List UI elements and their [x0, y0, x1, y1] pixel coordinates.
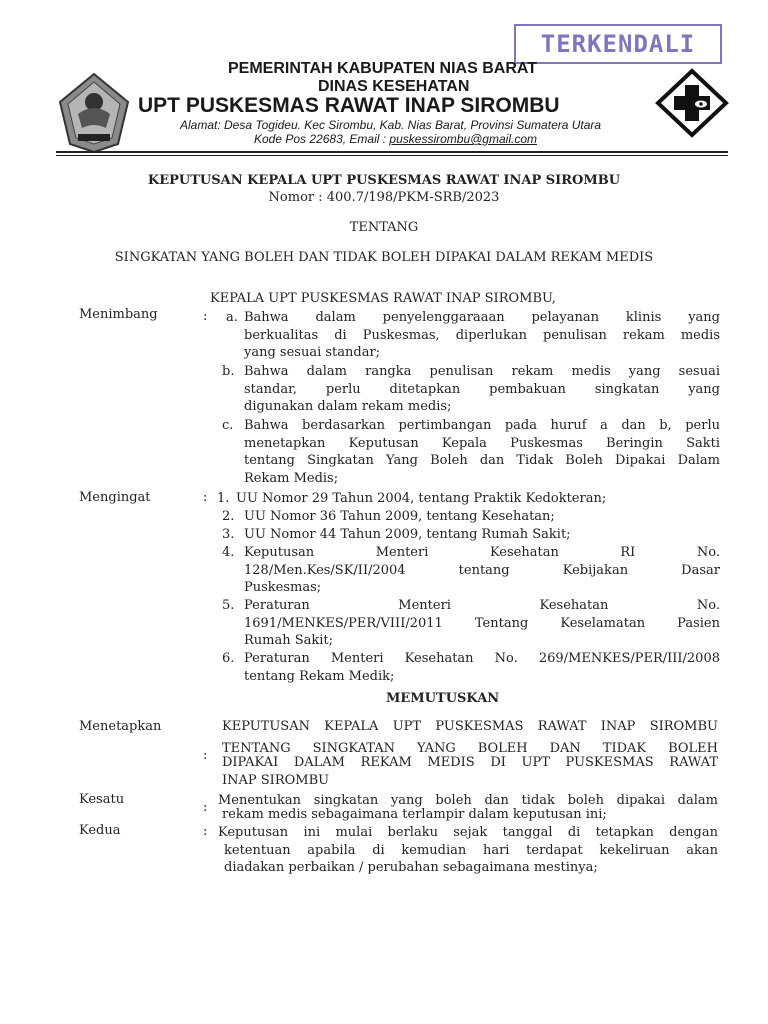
mengingat-5-line-1: Peraturan Menteri Kesehatan No. [244, 598, 720, 613]
decree-subject: SINGKATAN YANG BOLEH DAN TIDAK BOLEH DIPAKAI DALAM REKAM MEDIS [114, 250, 654, 265]
menetapkan-line-1: KEPUTUSAN KEPALA UPT PUSKESMAS RAWAT INAP SIROMBU [222, 719, 718, 734]
mengingat-label: Mengingat [79, 490, 151, 505]
mengingat-2-line-1: UU Nomor 36 Tahun 2009, tentang Kesehatan; [244, 509, 555, 524]
kesatu-colon: : [203, 800, 208, 815]
item-marker: 6. [222, 651, 235, 666]
menimbang-a-line-3: yang sesuai standar; [244, 345, 381, 360]
mengingat-3-line-1: UU Nomor 44 Tahun 2009, tentang Rumah Sakit; [244, 527, 571, 542]
letterhead-government: PEMERINTAH KABUPATEN NIAS BARAT [228, 60, 538, 77]
item-marker: c. [222, 418, 234, 433]
menimbang-b-line-2: standar, perlu ditetapkan pembakuan singkatan yang [244, 381, 720, 397]
menetapkan-colon: : [203, 748, 208, 763]
letterhead-divider-thin [56, 155, 728, 156]
mengingat-5-line-2: 1691/MENKES/PER/VIII/2011 Tentang Keselamatan Pasien [244, 615, 720, 631]
letterhead-contact [254, 132, 537, 146]
mengingat-5-line-3: Rumah Sakit; [244, 633, 334, 648]
menimbang-a-line-1: Bahwa dalam penyelenggaraaan pelayanan klinis yang [244, 310, 720, 325]
mengingat-4-line-1: Keputusan Menteri Kesehatan RI No. [244, 545, 720, 560]
item-marker: 1. [217, 491, 230, 506]
mengingat-4-line-3: Puskesmas; [244, 580, 322, 595]
menetapkan-label: Menetapkan [79, 719, 162, 734]
mengingat-4-line-2: 128/Men.Kes/SK/II/2004 tentang Kebijakan Dasar [244, 562, 720, 578]
menimbang-label: Menimbang [79, 307, 158, 322]
item-marker: 2. [222, 509, 235, 524]
item-marker: 3. [222, 527, 235, 542]
menimbang-c-line-2: menetapkan Keputusan Kepala Puskesmas Beringin Sakti [244, 435, 720, 451]
item-marker: 5. [222, 598, 235, 613]
mengingat-6-line-2: tentang Rekam Medik; [244, 668, 395, 684]
letterhead-address: Alamat: Desa Togideu. Kec Sirombu, Kab. Nias Barat, Provinsi Sumatera Utara [180, 118, 602, 132]
decree-number: Nomor : 400.7/198/PKM-SRB/2023 [268, 190, 500, 205]
letterhead-divider [56, 151, 728, 153]
menetapkan-line-3: DIPAKAI DALAM REKAM MEDIS DI UPT PUSKESMAS RAWAT [222, 755, 718, 770]
menetapkan-line-2: TENTANG SINGKATAN YANG BOLEH DAN TIDAK BOLEH [222, 741, 718, 756]
menimbang-b-line-1: Bahwa dalam rangka penulisan rekam medis yang sesuai [244, 364, 720, 379]
menimbang-c-line-3: tentang Singkatan Yang Boleh dan Tidak Boleh Dipakai Dalam [244, 453, 720, 468]
kedua-line-3: diadakan perbaikan / perubahan sebagaimana mestinya; [224, 860, 598, 875]
item-marker: b. [222, 364, 235, 379]
postal-code-text: Kode Pos 22683, Email : [254, 132, 390, 146]
kedua-line-1: Keputusan ini mulai berlaku sejak tanggal di tetapkan dengan [218, 825, 718, 840]
kedua-line-2: ketentuan apabila di kemudian hari terdapat kekeliruan akan [224, 842, 718, 858]
letterhead-department: DINAS KESEHATAN [318, 78, 470, 95]
menimbang-a-line-2: berkualitas di Puskesmas, diperlukan penulisan rekam medis [244, 327, 720, 343]
menimbang-c-line-1: Bahwa berdasarkan pertimbangan pada huruf a dan b, perlu [244, 418, 720, 433]
terkendali-stamp: TERKENDALI [514, 24, 722, 64]
mengingat-6-line-1: Peraturan Menteri Kesehatan No. 269/MENKES/PER/III/2008 [244, 651, 720, 666]
decree-title: KEPUTUSAN KEPALA UPT PUSKESMAS RAWAT INAP SIROMBU [147, 173, 621, 188]
menetapkan-line-4: INAP SIROMBU [222, 772, 330, 788]
nias-barat-emblem-icon [56, 72, 132, 154]
kesatu-line-2: rekam medis sebagaimana terlampir dalam keputusan ini; [222, 807, 607, 822]
mengingat-colon: : [203, 490, 208, 505]
memutuskan-heading: MEMUTUSKAN [386, 691, 500, 706]
about-label: TENTANG [349, 220, 419, 235]
kesatu-line-1: Menentukan singkatan yang boleh dan tidak boleh dipakai dalam [218, 793, 718, 808]
kesatu-label: Kesatu [79, 792, 125, 807]
kedua-colon: : [203, 824, 208, 839]
kedua-label: Kedua [79, 823, 121, 838]
menimbang-colon: : [203, 309, 208, 324]
issuer-heading: KEPALA UPT PUSKESMAS RAWAT INAP SIROMBU, [210, 291, 556, 306]
email-link[interactable]: puskessirombu@gmail.com [389, 132, 537, 146]
menimbang-c-line-4: Rekam Medis; [244, 470, 339, 486]
letterhead-institution: UPT PUSKESMAS RAWAT INAP SIROMBU [138, 94, 560, 117]
item-marker: 4. [222, 545, 235, 560]
item-marker: a. [226, 310, 238, 325]
puskesmas-logo-icon [655, 68, 729, 138]
menimbang-b-line-3: digunakan dalam rekam medis; [244, 399, 452, 414]
mengingat-1-line-1: UU Nomor 29 Tahun 2004, tentang Praktik Kedokteran; [236, 491, 607, 506]
